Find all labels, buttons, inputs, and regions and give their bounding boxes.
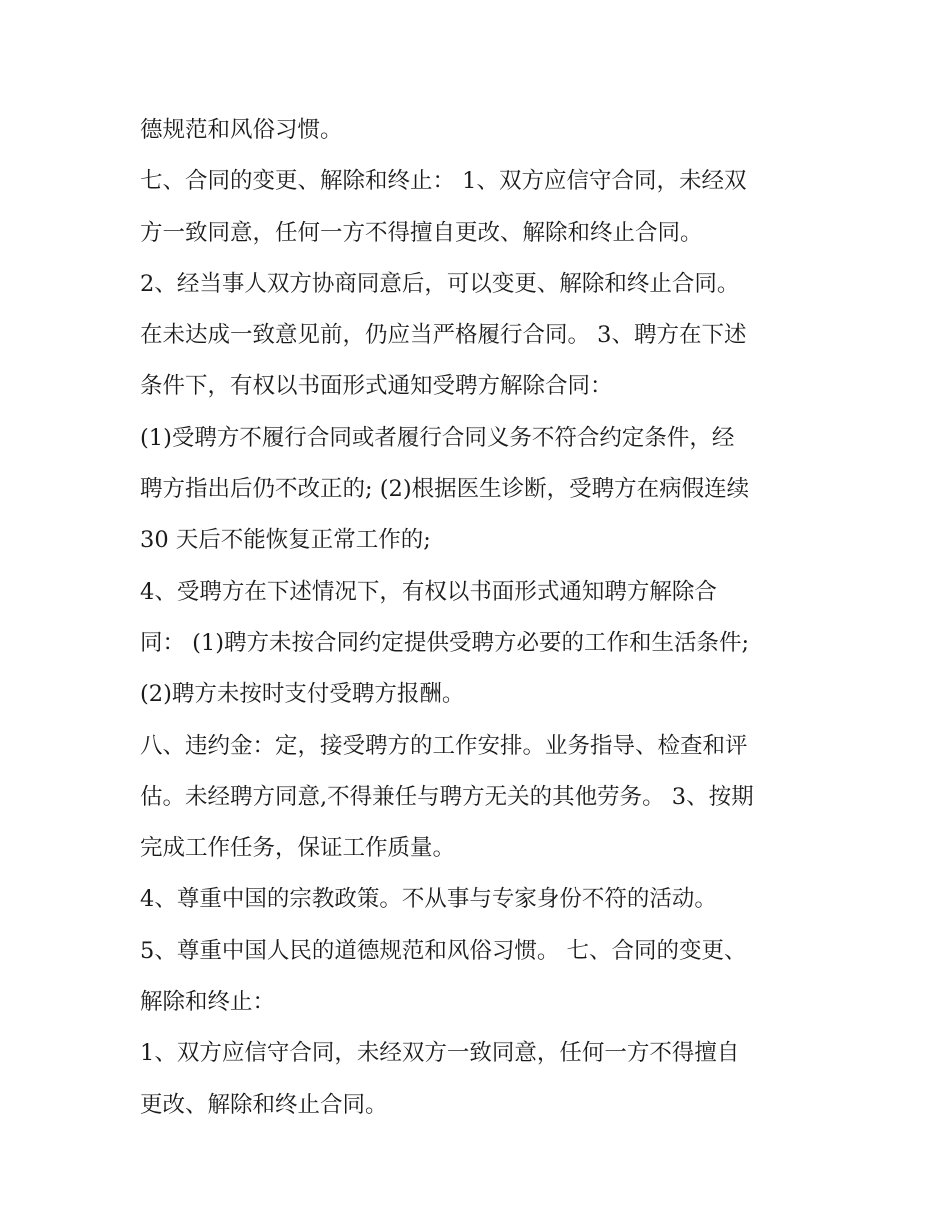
text-line: 估。未经聘方同意,不得兼任与聘方无关的其他劳务。 3、按期 [140, 783, 754, 810]
text-line: 更改、解除和终止合同。 [140, 1091, 388, 1118]
text-line: 八、违约金：定，接受聘方的工作安排。业务指导、检查和评 [140, 732, 748, 759]
text-line: 4、尊重中国的宗教政策。不从事与专家身份不符的活动。 [140, 886, 717, 913]
text-line: 在未达成一致意见前，仍应当严格履行合同。 3、聘方在下述 [140, 322, 747, 349]
text-line: 30 天后不能恢复正常工作的; [140, 527, 431, 554]
text-line: 完成工作任务，保证工作质量。 [140, 835, 456, 862]
document-body [140, 105, 820, 1131]
text-line: 德规范和风俗习惯。 [140, 117, 343, 143]
text-line: (1)受聘方不履行合同或者履行合同义务不符合约定条件，经 [140, 424, 735, 451]
text-line: 解除和终止： [140, 989, 276, 1016]
text-line: 1、双方应信守合同，未经双方一致同意，任何一方不得擅自 [140, 1040, 740, 1067]
text-line: 聘方指出后仍不改正的; (2)根据医生诊断，受聘方在病假连续 [140, 476, 750, 503]
text-line: (2)聘方未按时支付受聘方报酬。 [140, 681, 465, 708]
text-line: 条件下，有权以书面形式通知受聘方解除合同： [140, 373, 613, 400]
text-line: 七、合同的变更、解除和终止： 1、双方应信守合同，未经双 [140, 168, 747, 195]
text-line: 2、经当事人双方协商同意后，可以变更、解除和终止合同。 [140, 270, 740, 297]
text-line: 4、受聘方在下述情况下，有权以书面形式通知聘方解除合 [140, 578, 717, 605]
text-line: 方一致同意，任何一方不得擅自更改、解除和终止合同。 [140, 219, 703, 246]
text-line: 5、尊重中国人民的道德规范和风俗习惯。 七、合同的变更、 [140, 937, 747, 964]
text-line: 同： (1)聘方未按合同约定提供受聘方必要的工作和生活条件; [140, 629, 750, 656]
